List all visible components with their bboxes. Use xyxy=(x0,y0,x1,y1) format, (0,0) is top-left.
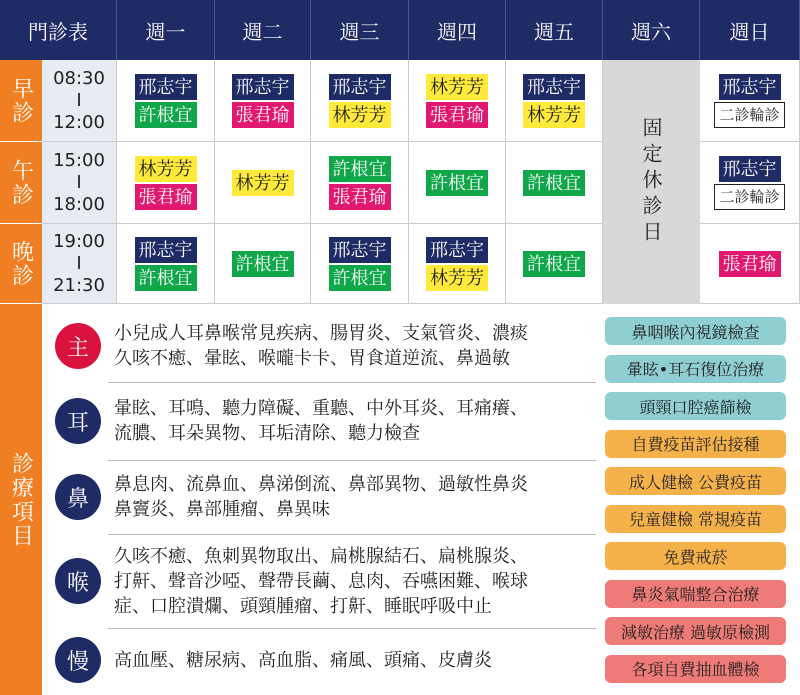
category-description xyxy=(114,472,594,522)
doctor-tag: 二診輪診 xyxy=(714,184,784,210)
doctor-tag: 張君瑜 xyxy=(719,251,781,277)
schedule-cell xyxy=(117,142,215,224)
day-header: 週一 xyxy=(117,0,215,60)
day-header: 週四 xyxy=(409,0,506,60)
doctor-tag: 張君瑜 xyxy=(329,184,391,210)
time-end: 21:30 xyxy=(53,274,105,296)
description-line: 小兒成人耳鼻喉常見疾病、腸胃炎、支氣管炎、濃痰 xyxy=(114,323,528,344)
doctor-tag: 邢志宇 xyxy=(523,74,585,100)
description-line: 久咳不癒、魚刺異物取出、扁桃腺結石、扁桃腺炎、 xyxy=(114,545,528,567)
doctor-tag: 許根宜 xyxy=(135,265,197,291)
schedule-cell xyxy=(506,224,603,304)
doctor-tag: 邢志宇 xyxy=(719,74,781,100)
day-header: 週六 xyxy=(603,0,700,60)
session-label-evening: 晚診 xyxy=(0,224,42,304)
day-header: 週二 xyxy=(215,0,311,60)
time-end: 12:00 xyxy=(53,111,105,133)
schedule-cell xyxy=(215,224,311,304)
schedule-cell xyxy=(311,142,409,224)
time-afternoon xyxy=(42,142,117,224)
description-line: 鼻竇炎、鼻部腫瘤、鼻異味 xyxy=(114,499,330,520)
doctor-tag: 二診輪診 xyxy=(714,102,784,128)
category-divider xyxy=(108,534,596,535)
service-pill: 自費疫苗評估接種 xyxy=(605,430,786,458)
doctor-tag: 張君瑜 xyxy=(426,102,488,128)
category-icon: 耳 xyxy=(55,398,101,444)
service-pill: 鼻炎氣喘整合治療 xyxy=(605,580,786,608)
doctor-tag: 許根宜 xyxy=(135,102,197,128)
description-line: 流膿、耳朵異物、耳垢清除、聽力檢查 xyxy=(114,423,420,444)
time-morning xyxy=(42,60,117,142)
category-description xyxy=(114,321,594,371)
doctor-tag: 林芳芳 xyxy=(426,265,488,291)
corner-header: 門診表 xyxy=(0,0,117,60)
schedule-cell xyxy=(215,142,311,224)
category-description xyxy=(114,648,594,673)
doctor-tag: 許根宜 xyxy=(329,156,391,182)
time-end: 18:00 xyxy=(53,193,105,215)
schedule-cell xyxy=(409,60,506,142)
time-sep: I xyxy=(76,89,82,111)
category-icon: 喉 xyxy=(55,558,101,604)
doctor-tag: 林芳芳 xyxy=(523,102,585,128)
schedule-cell xyxy=(311,224,409,304)
doctor-tag: 邢志宇 xyxy=(329,74,391,100)
doctor-tag: 邢志宇 xyxy=(426,237,488,263)
service-pill: 成人健檢 公費疫苗 xyxy=(605,467,786,495)
category-description xyxy=(114,396,594,446)
doctor-tag: 林芳芳 xyxy=(426,74,488,100)
schedule-cell xyxy=(117,60,215,142)
doctor-tag: 邢志宇 xyxy=(719,156,781,182)
doctor-tag: 張君瑜 xyxy=(135,184,197,210)
time-start: 19:00 xyxy=(53,230,105,252)
doctor-tag: 許根宜 xyxy=(523,251,585,277)
session-label-morning: 早診 xyxy=(0,60,42,142)
category-description xyxy=(114,544,594,619)
description-line: 久咳不癒、暈眩、喉嚨卡卡、胃食道逆流、鼻過敏 xyxy=(114,348,510,369)
time-sep: I xyxy=(76,252,82,274)
saturday-closed: 固定休診日 xyxy=(603,60,700,304)
service-pill: 頭頸口腔癌篩檢 xyxy=(605,392,786,420)
doctor-tag: 張君瑜 xyxy=(232,102,294,128)
time-evening xyxy=(42,224,117,304)
category-icon: 鼻 xyxy=(55,474,101,520)
service-pill: 兒童健檢 常規疫苗 xyxy=(605,505,786,533)
schedule-cell xyxy=(700,60,800,142)
service-pill: 鼻咽喉內視鏡檢查 xyxy=(605,317,786,345)
doctor-tag: 邢志宇 xyxy=(135,237,197,263)
day-header: 週五 xyxy=(506,0,603,60)
schedule-cell xyxy=(700,224,800,304)
schedule-cell xyxy=(215,60,311,142)
doctor-tag: 林芳芳 xyxy=(232,170,294,196)
service-pill: 各項自費抽血體檢 xyxy=(605,655,786,683)
category-icon: 主 xyxy=(55,323,101,369)
doctor-tag: 林芳芳 xyxy=(135,156,197,182)
day-header: 週三 xyxy=(311,0,409,60)
category-divider xyxy=(108,460,596,461)
time-sep: I xyxy=(76,171,82,193)
session-label-afternoon: 午診 xyxy=(0,142,42,224)
doctor-tag: 邢志宇 xyxy=(232,74,294,100)
time-start: 15:00 xyxy=(53,149,105,171)
day-header: 週日 xyxy=(700,0,800,60)
doctor-tag: 許根宜 xyxy=(232,251,294,277)
description-line: 鼻息肉、流鼻血、鼻涕倒流、鼻部異物、過敏性鼻炎 xyxy=(114,474,528,495)
doctor-tag: 邢志宇 xyxy=(329,237,391,263)
description-line: 症、口腔潰爛、頭頸腫瘤、打鼾、睡眠呼吸中止 xyxy=(114,595,492,617)
doctor-tag: 林芳芳 xyxy=(329,102,391,128)
service-pill: 免費戒菸 xyxy=(605,542,786,570)
doctor-tag: 許根宜 xyxy=(426,170,488,196)
schedule-cell xyxy=(117,224,215,304)
schedule-cell xyxy=(700,142,800,224)
schedule-cell xyxy=(409,224,506,304)
schedule-cell xyxy=(409,142,506,224)
schedule-cell xyxy=(506,142,603,224)
service-pill: 暈眩•耳石復位治療 xyxy=(605,355,786,383)
category-divider xyxy=(108,628,596,629)
description-line: 打鼾、聲音沙啞、聲帶長繭、息肉、吞嚥困難、喉球 xyxy=(114,570,528,592)
doctor-tag: 許根宜 xyxy=(523,170,585,196)
description-line: 暈眩、耳鳴、聽力障礙、重聽、中外耳炎、耳痛癢、 xyxy=(114,398,528,419)
schedule-cell xyxy=(506,60,603,142)
category-divider xyxy=(108,382,596,383)
services-side-label: 診療項目 xyxy=(0,304,42,695)
schedule-cell xyxy=(311,60,409,142)
description-line: 高血壓、糖尿病、高血脂、痛風、頭痛、皮膚炎 xyxy=(114,649,492,671)
service-pill: 減敏治療 過敏原檢測 xyxy=(605,617,786,645)
category-icon: 慢 xyxy=(55,637,101,683)
doctor-tag: 許根宜 xyxy=(329,265,391,291)
time-start: 08:30 xyxy=(53,67,105,89)
doctor-tag: 邢志宇 xyxy=(135,74,197,100)
